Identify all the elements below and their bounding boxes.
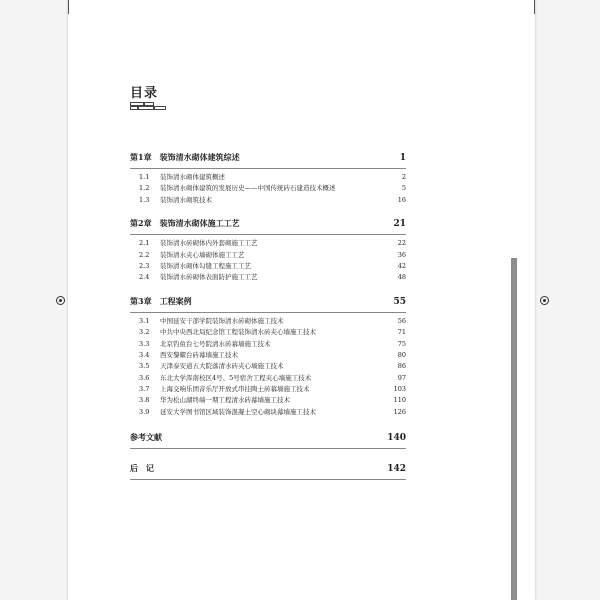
section-number: 2.4 [139,273,150,282]
section-number: 1.1 [139,173,150,181]
section-number: 3.1 [139,316,150,325]
references-rule [130,448,406,449]
table-of-contents [130,152,406,492]
section-page: 75 [397,339,406,348]
afterword-heading[interactable] [130,463,406,479]
afterword-rule [130,479,406,480]
section-title: 北京钓鱼台七号院清水砖幕墙施工技术 [160,339,271,348]
section-number: 2.2 [139,250,150,259]
section-page: 103 [393,385,406,394]
section-title: 装饰清水砌体建筑概述 [160,173,225,181]
chapter-rule [130,312,406,313]
section-page: 110 [393,396,406,405]
references-label: 参考文献 [130,432,162,443]
references-heading[interactable] [130,432,406,448]
section-number: 3.9 [139,407,150,416]
section-number: 1.2 [139,184,150,193]
section-page: 2 [401,173,406,181]
toc-entry[interactable] [130,373,406,384]
toc-entry[interactable] [130,327,406,338]
side-color-bar [511,258,517,600]
section-title: 装饰清水砌筑技术 [160,195,212,204]
section-page: 97 [397,373,406,382]
section-title: 中国延安干部学院装饰清水砖砌体施工技术 [160,316,284,325]
section-number: 2.1 [139,239,150,248]
section-title: 西安黎耀台砖幕墙施工技术 [160,350,238,359]
section-page: 22 [397,239,406,248]
toc-title: 目录 [130,86,159,101]
toc-entry[interactable] [130,183,406,194]
section-page: 71 [397,328,406,337]
section-number: 3.2 [139,328,150,337]
chapter-heading[interactable] [130,218,406,234]
section-page: 48 [397,273,406,282]
afterword-entry [130,463,406,480]
chapter-page: 55 [393,296,406,307]
crop-mark-top-left [68,0,69,14]
toc-entry[interactable] [130,350,406,361]
section-page: 36 [397,250,406,259]
section-number: 2.3 [139,261,150,270]
afterword-page: 142 [387,464,406,475]
section-title: 装饰清水砖砌体内外套砌施工工艺 [160,239,258,248]
chapter-2 [130,218,406,284]
toc-entry[interactable] [130,316,406,327]
chapter-label: 第3章 工程案例 [130,295,192,306]
section-number: 3.8 [139,396,150,405]
section-title: 装饰清水砌体勾缝工程施工工艺 [160,261,251,270]
section-title: 装饰清水砖砌体表面防护施工工艺 [160,273,258,282]
registration-mark-right [540,296,549,305]
toc-entry[interactable] [130,339,406,350]
section-number: 3.5 [139,362,150,371]
chapter-1 [130,152,406,206]
chapter-rule [130,168,406,169]
section-page: 86 [397,362,406,371]
toc-entry[interactable] [130,238,406,249]
chapter-label: 第1章 装饰清水砌体建筑综述 [130,152,240,162]
chapter-label: 第2章 装饰清水砌体施工工艺 [130,218,240,229]
section-page: 56 [397,316,406,325]
section-title: 中共中央西北局纪念馆工程装饰清水砖夹心墙施工技术 [160,328,316,337]
registration-mark-left [56,296,65,305]
section-number: 3.4 [139,350,150,359]
chapter-page: 21 [393,219,406,230]
chapter-page: 1 [399,153,406,163]
crop-mark-top-right [534,0,535,14]
title-decoration [130,102,166,110]
section-title: 上海交响乐团音乐厅开放式串挂陶土砖幕墙施工技术 [160,385,310,394]
toc-entry[interactable] [130,384,406,395]
section-page: 80 [397,350,406,359]
toc-entry[interactable] [130,407,406,418]
afterword-label: 后 记 [130,463,154,474]
section-title: 延安大学图书馆区域装饰混凝土空心砌块幕墙施工技术 [160,407,316,416]
section-number: 3.7 [139,385,150,394]
toc-entry[interactable] [130,361,406,372]
chapter-heading[interactable] [130,152,406,168]
document-page [68,0,535,600]
section-title: 天津泰安道五大院落清水砖夹心墙施工技术 [160,362,284,371]
toc-entry[interactable] [130,395,406,406]
references-entry [130,432,406,449]
section-title: 装饰清水夹心墙砌体施工工艺 [160,250,245,259]
chapter-rule [130,234,406,235]
section-number: 3.6 [139,373,150,382]
section-page: 5 [401,184,406,193]
references-page: 140 [387,433,406,444]
toc-entry[interactable] [130,272,406,283]
section-page: 42 [397,261,406,270]
toc-entry[interactable] [130,172,406,183]
section-title: 东北大学浑南校区4号、5号宿舍工程夹心墙施工技术 [160,373,312,382]
section-title: 华为松山湖终端一期工程清水砖幕墙施工技术 [160,396,290,405]
toc-entry[interactable] [130,195,406,206]
section-title: 装饰清水砌体建筑的发展历史——中国传统砖石建造技术概述 [160,184,336,193]
section-page: 126 [393,407,406,416]
section-page: 16 [397,195,406,204]
chapter-heading[interactable] [130,296,406,312]
chapter-3 [130,296,406,419]
toc-entry[interactable] [130,250,406,261]
section-number: 3.3 [139,339,150,348]
section-number: 1.3 [139,195,150,204]
toc-entry[interactable] [130,261,406,272]
